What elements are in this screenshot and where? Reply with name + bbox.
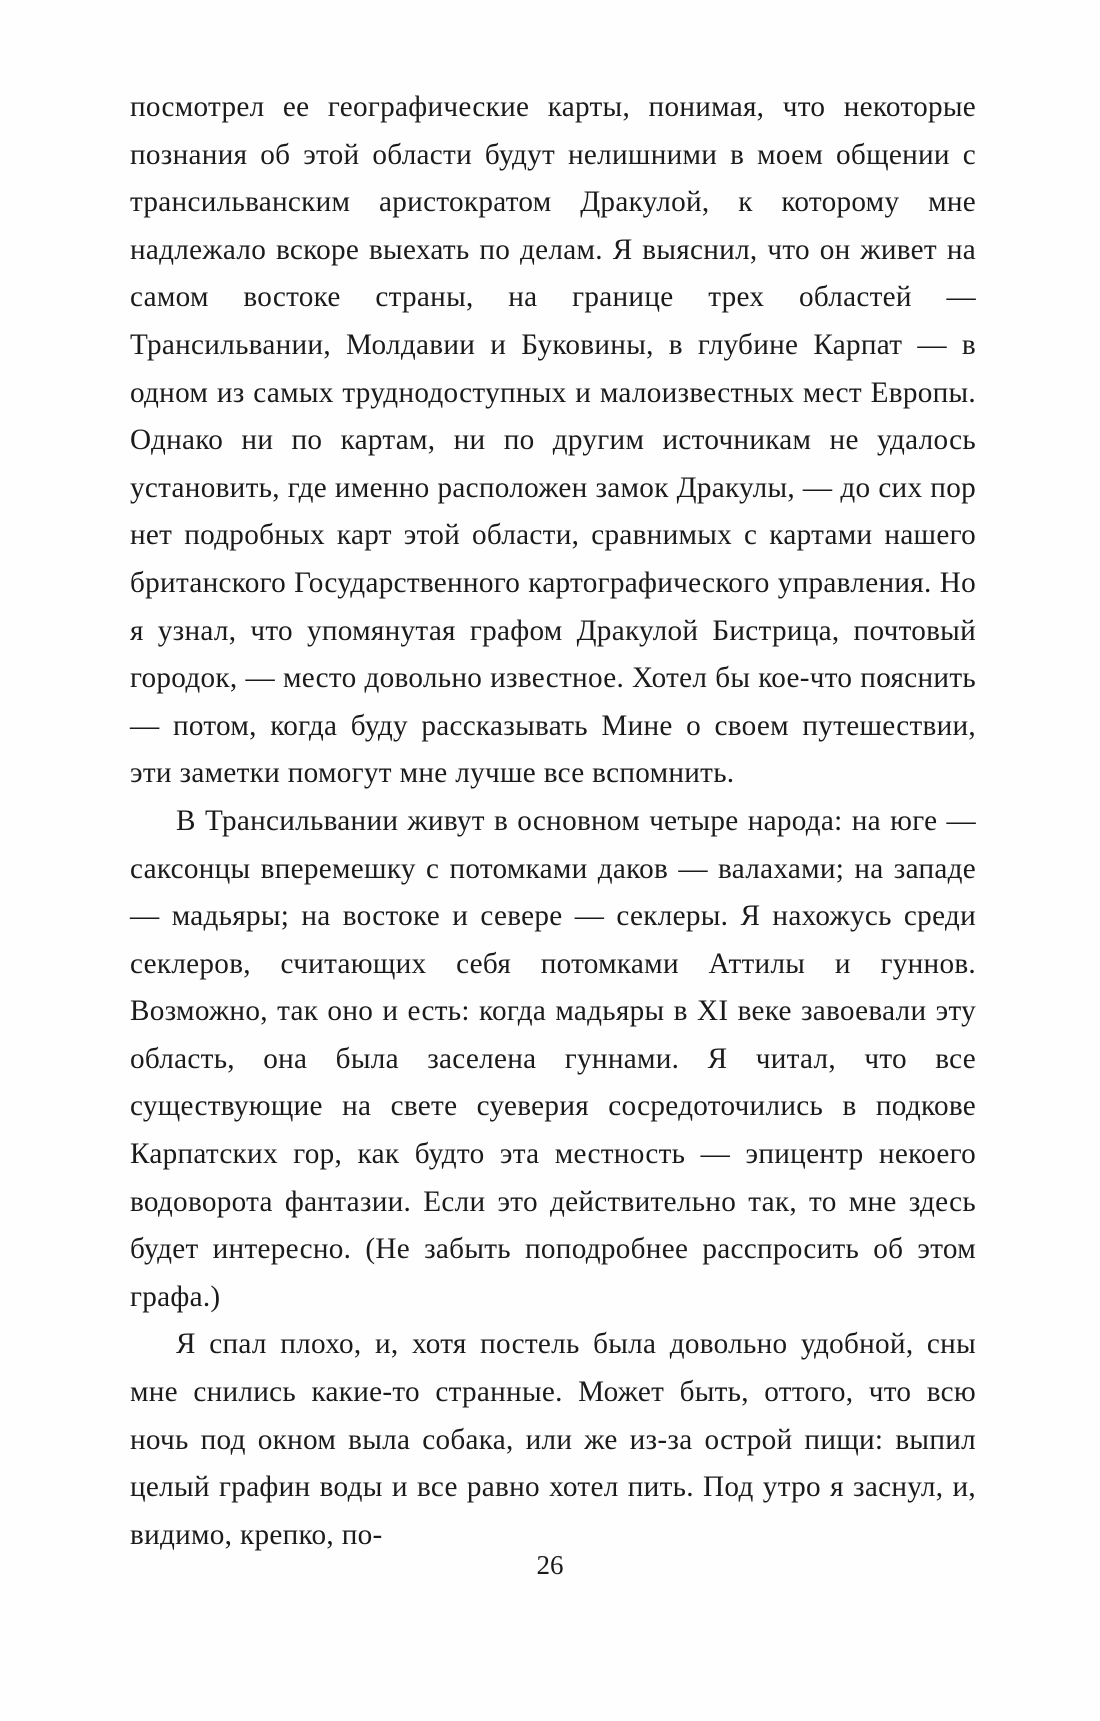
paragraph-bad-sleep: Я спал плохо, и, хотя постель была довольно удобной, сны мне снились какие-то странные. Может быть, оттого, что всю ночь под окном выла собака, или же из-за острой пищи: выпил целый графин воды и все равно хотел пить. Под утро я заснул, и, видимо, крепко, по- — [130, 1328, 976, 1551]
body-text-column — [130, 84, 976, 1559]
paragraph-continuation: посмотрел ее географические карты, понимая, что некоторые познания об этой области будут нелишними в моем общении с трансильванским аристократом Дракулой, к которому мне надлежало вскоре выехать по делам. Я выяснил, что он живет на самом востоке страны, на границе трех областей — Трансильвании, Молдавии и Буковины, в глубине Карпат — в одном из самых труднодоступных и малоизвестных мест Европы. Однако ни по картам, ни по другим источникам не удалось установить, где именно расположен замок Дракулы, — до сих пор нет подробных карт этой области, сравнимых с картами нашего британского Государственного картографического управления. Но я узнал, что упомянутая графом Дракулой Бистрица, почтовый городок, — место довольно известное. Хотел бы кое-что пояснить — потом, когда буду рассказывать Мине о своем путешествии, эти заметки помогут мне лучше все вспомнить. — [130, 91, 976, 790]
page-number: 26 — [536, 1550, 564, 1580]
paragraph-transylvania-peoples: В Трансильвании живут в основном четыре народа: на юге — саксонцы вперемешку с потомками даков — валахами; на западе — мадьяры; на востоке и севере — секлеры. Я нахожусь среди секлеров, считающих себя потомками Аттилы и гуннов. Возможно, так оно и есть: когда мадьяры в XI веке завоевали эту область, она была заселена гуннами. Я читал, что все существующие на свете суеверия сосредоточились в подкове Карпатских гор, как будто эта местность — эпицентр некоего водоворота фантазии. Если это действительно так, то мне здесь будет интересно. (Не забыть поподробнее расспросить об этом графа.) — [130, 804, 976, 1313]
